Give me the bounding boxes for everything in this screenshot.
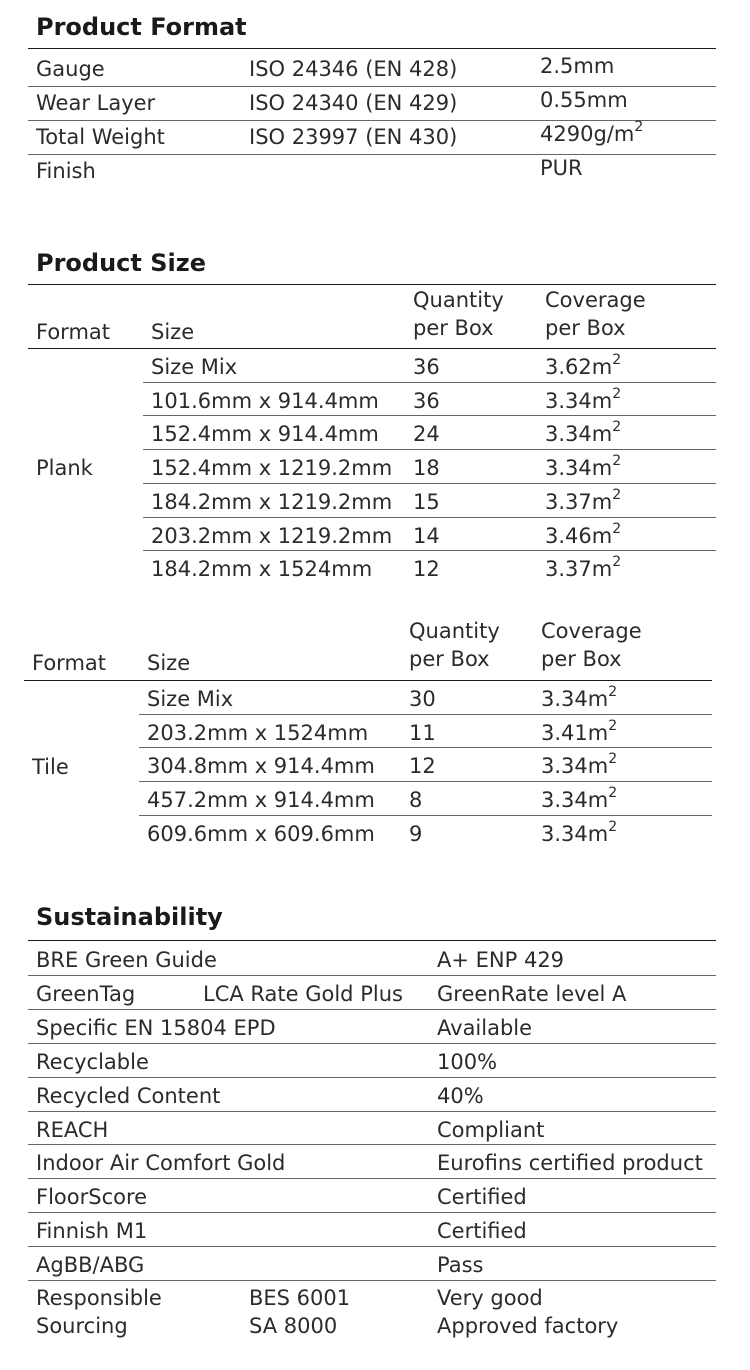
- sourcing-label: [36, 1284, 162, 1340]
- row-divider: [28, 154, 716, 155]
- sustainability-value: Certified: [437, 1219, 527, 1244]
- row-divider: [143, 415, 716, 416]
- sustainability-label: Recyclable: [36, 1049, 149, 1074]
- tile-qty: 11: [409, 720, 436, 745]
- tile-size: 457.2mm x 914.4mm: [147, 788, 375, 813]
- plank-header-cov-2: per Box: [545, 316, 626, 340]
- tile-coverage-base: 3.34m: [541, 788, 609, 813]
- plank-header-cov-1: Coverage: [545, 288, 646, 312]
- format-value: [540, 90, 628, 111]
- row-divider: [28, 1212, 716, 1213]
- format-label: Gauge: [36, 57, 105, 81]
- tile-header-qty-1: Quantity: [409, 619, 500, 643]
- tile-coverage-superscript: 2: [608, 751, 618, 768]
- tile-header-qty-2: per Box: [409, 647, 490, 671]
- divider: [24, 680, 712, 681]
- tile-qty: 9: [409, 821, 423, 846]
- sourcing-standard-1: BES 6001: [249, 1286, 351, 1310]
- plank-coverage-base: 3.37m: [545, 557, 613, 582]
- row-divider: [143, 550, 716, 551]
- sustainability-value: Compliant: [437, 1117, 545, 1142]
- format-standard: ISO 24346 (EN 428): [249, 57, 458, 81]
- format-label: Total Weight: [36, 125, 165, 149]
- row-divider: [139, 714, 712, 715]
- row-divider: [143, 483, 716, 484]
- tile-qty: 12: [409, 754, 436, 779]
- sustainability-label: REACH: [36, 1117, 109, 1142]
- plank-coverage: [545, 520, 622, 548]
- plank-size: 184.2mm x 1524mm: [151, 557, 373, 582]
- plank-qty: 15: [413, 489, 440, 514]
- sourcing-label-line-2: Sourcing: [36, 1314, 128, 1338]
- row-divider: [28, 1280, 716, 1281]
- tile-coverage: [541, 785, 618, 813]
- tile-coverage: [541, 751, 618, 779]
- tile-coverage-base: 3.34m: [541, 687, 609, 711]
- row-divider: [28, 1043, 716, 1044]
- row-divider: [28, 1009, 716, 1010]
- plank-coverage-superscript: 2: [612, 554, 622, 571]
- plank-qty: 36: [413, 355, 440, 379]
- row-divider: [28, 1178, 716, 1179]
- row-divider: [139, 815, 712, 816]
- plank-coverage-base: 3.62m: [545, 355, 613, 379]
- row-divider: [143, 517, 716, 518]
- format-value-base: 2.5mm: [540, 54, 615, 78]
- plank-coverage: [545, 486, 622, 514]
- plank-header-qty-1: Quantity: [413, 288, 504, 312]
- plank-coverage: [545, 419, 622, 447]
- plank-coverage-base: 3.34m: [545, 388, 613, 413]
- sustainability-value: Eurofins certified product: [437, 1151, 703, 1176]
- tile-size: 203.2mm x 1524mm: [147, 720, 369, 745]
- row-divider: [143, 382, 716, 383]
- row-divider: [139, 747, 712, 748]
- tile-qty: 8: [409, 788, 423, 813]
- plank-coverage-superscript: 2: [612, 419, 622, 436]
- sustainability-label: BRE Green Guide: [36, 948, 217, 972]
- plank-header-qty-2: per Box: [413, 316, 494, 340]
- format-value-base: 0.55mm: [540, 88, 628, 112]
- plank-qty: 36: [413, 388, 440, 413]
- tile-size: 609.6mm x 609.6mm: [147, 821, 375, 846]
- format-standard: ISO 24340 (EN 429): [249, 91, 458, 115]
- sustainability-label: Specific EN 15804 EPD: [36, 1015, 276, 1040]
- sustainability-label: Indoor Air Comfort Gold: [36, 1151, 286, 1176]
- sourcing-standard-2: SA 8000: [249, 1314, 338, 1338]
- sourcing-standards: [249, 1284, 350, 1340]
- product-format-title: Product Format: [36, 13, 247, 41]
- plank-coverage-superscript: 2: [612, 352, 622, 368]
- divider: [28, 48, 716, 49]
- tile-coverage-base: 3.41m: [541, 720, 609, 745]
- plank-coverage-base: 3.34m: [545, 422, 613, 447]
- plank-size: 152.4mm x 914.4mm: [151, 422, 379, 447]
- plank-qty: 18: [413, 456, 440, 481]
- row-divider: [143, 449, 716, 450]
- divider: [28, 348, 716, 349]
- plank-qty: 24: [413, 422, 440, 447]
- plank-header-size: Size: [151, 320, 195, 344]
- sustainability-label: Finnish M1: [36, 1219, 148, 1244]
- tile-coverage-base: 3.34m: [541, 821, 609, 846]
- sustainability-value: Pass: [437, 1253, 484, 1278]
- plank-coverage-base: 3.46m: [545, 523, 613, 548]
- tile-coverage-superscript: 2: [608, 684, 618, 700]
- tile-coverage: [541, 717, 618, 745]
- plank-qty: 12: [413, 557, 440, 582]
- tile-coverage: [541, 684, 618, 711]
- product-size-title: Product Size: [36, 249, 206, 277]
- plank-size: 152.4mm x 1219.2mm: [151, 456, 393, 481]
- row-divider: [28, 1246, 716, 1247]
- sustainability-mid: LCA Rate Gold Plus: [203, 981, 403, 1006]
- plank-coverage: [545, 352, 622, 379]
- plank-format-label: Plank: [36, 456, 93, 480]
- sustainability-value: 40%: [437, 1083, 484, 1108]
- sustainability-value: 100%: [437, 1049, 498, 1074]
- tile-qty: 30: [409, 687, 436, 711]
- format-value-base: PUR: [540, 156, 583, 180]
- plank-coverage-superscript: 2: [612, 385, 622, 402]
- plank-size: 184.2mm x 1219.2mm: [151, 489, 393, 514]
- sourcing-value-2: Approved factory: [437, 1314, 619, 1338]
- row-divider: [28, 975, 716, 976]
- format-label: Finish: [36, 159, 96, 183]
- row-divider: [28, 1111, 716, 1112]
- format-value: [540, 119, 644, 146]
- plank-coverage-superscript: 2: [612, 520, 622, 537]
- format-value-base: 4290g/m: [540, 122, 635, 146]
- divider: [28, 940, 716, 941]
- sourcing-label-line-1: Responsible: [36, 1286, 162, 1310]
- plank-coverage: [545, 385, 622, 413]
- sustainability-label: GreenTag: [36, 981, 136, 1006]
- format-value: [540, 158, 583, 179]
- row-divider: [28, 1077, 716, 1078]
- format-value-superscript: 2: [634, 119, 644, 135]
- format-label: Wear Layer: [36, 91, 156, 115]
- plank-coverage-superscript: 2: [612, 486, 622, 503]
- tile-format-label: Tile: [32, 755, 69, 779]
- plank-header-format: Format: [36, 320, 111, 344]
- tile-size: 304.8mm x 914.4mm: [147, 754, 375, 779]
- tile-coverage-superscript: 2: [608, 785, 618, 802]
- tile-coverage-superscript: 2: [608, 818, 618, 835]
- tile-header-size: Size: [147, 651, 191, 675]
- row-divider: [139, 781, 712, 782]
- tile-header-format: Format: [32, 651, 107, 675]
- row-divider: [28, 86, 716, 87]
- tile-coverage: [541, 818, 618, 846]
- row-divider: [28, 120, 716, 121]
- sourcing-values: [437, 1284, 618, 1340]
- sustainability-value: GreenRate level A: [437, 981, 627, 1006]
- sustainability-value: Available: [437, 1015, 533, 1040]
- sustainability-label: AgBB/ABG: [36, 1253, 145, 1278]
- sustainability-label: FloorScore: [36, 1185, 148, 1210]
- plank-coverage: [545, 453, 622, 481]
- sustainability-value: Certified: [437, 1185, 527, 1210]
- tile-header-cov-1: Coverage: [541, 619, 642, 643]
- sustainability-label: Recycled Content: [36, 1083, 221, 1108]
- plank-coverage-base: 3.34m: [545, 456, 613, 481]
- row-divider: [28, 1144, 716, 1145]
- tile-header-cov-2: per Box: [541, 647, 622, 671]
- plank-coverage-superscript: 2: [612, 453, 622, 470]
- format-value: [540, 56, 614, 77]
- plank-size: 101.6mm x 914.4mm: [151, 388, 379, 413]
- plank-size: 203.2mm x 1219.2mm: [151, 523, 393, 548]
- plank-coverage: [545, 554, 622, 582]
- sourcing-value-1: Very good: [437, 1286, 543, 1310]
- sustainability-title: Sustainability: [36, 903, 223, 931]
- tile-coverage-superscript: 2: [608, 717, 618, 734]
- divider: [28, 284, 716, 285]
- plank-size: Size Mix: [151, 355, 238, 379]
- tile-coverage-base: 3.34m: [541, 754, 609, 779]
- tile-size: Size Mix: [147, 687, 234, 711]
- plank-coverage-base: 3.37m: [545, 489, 613, 514]
- plank-qty: 14: [413, 523, 440, 548]
- format-standard: ISO 23997 (EN 430): [249, 125, 458, 149]
- sustainability-value: A+ ENP 429: [437, 948, 565, 972]
